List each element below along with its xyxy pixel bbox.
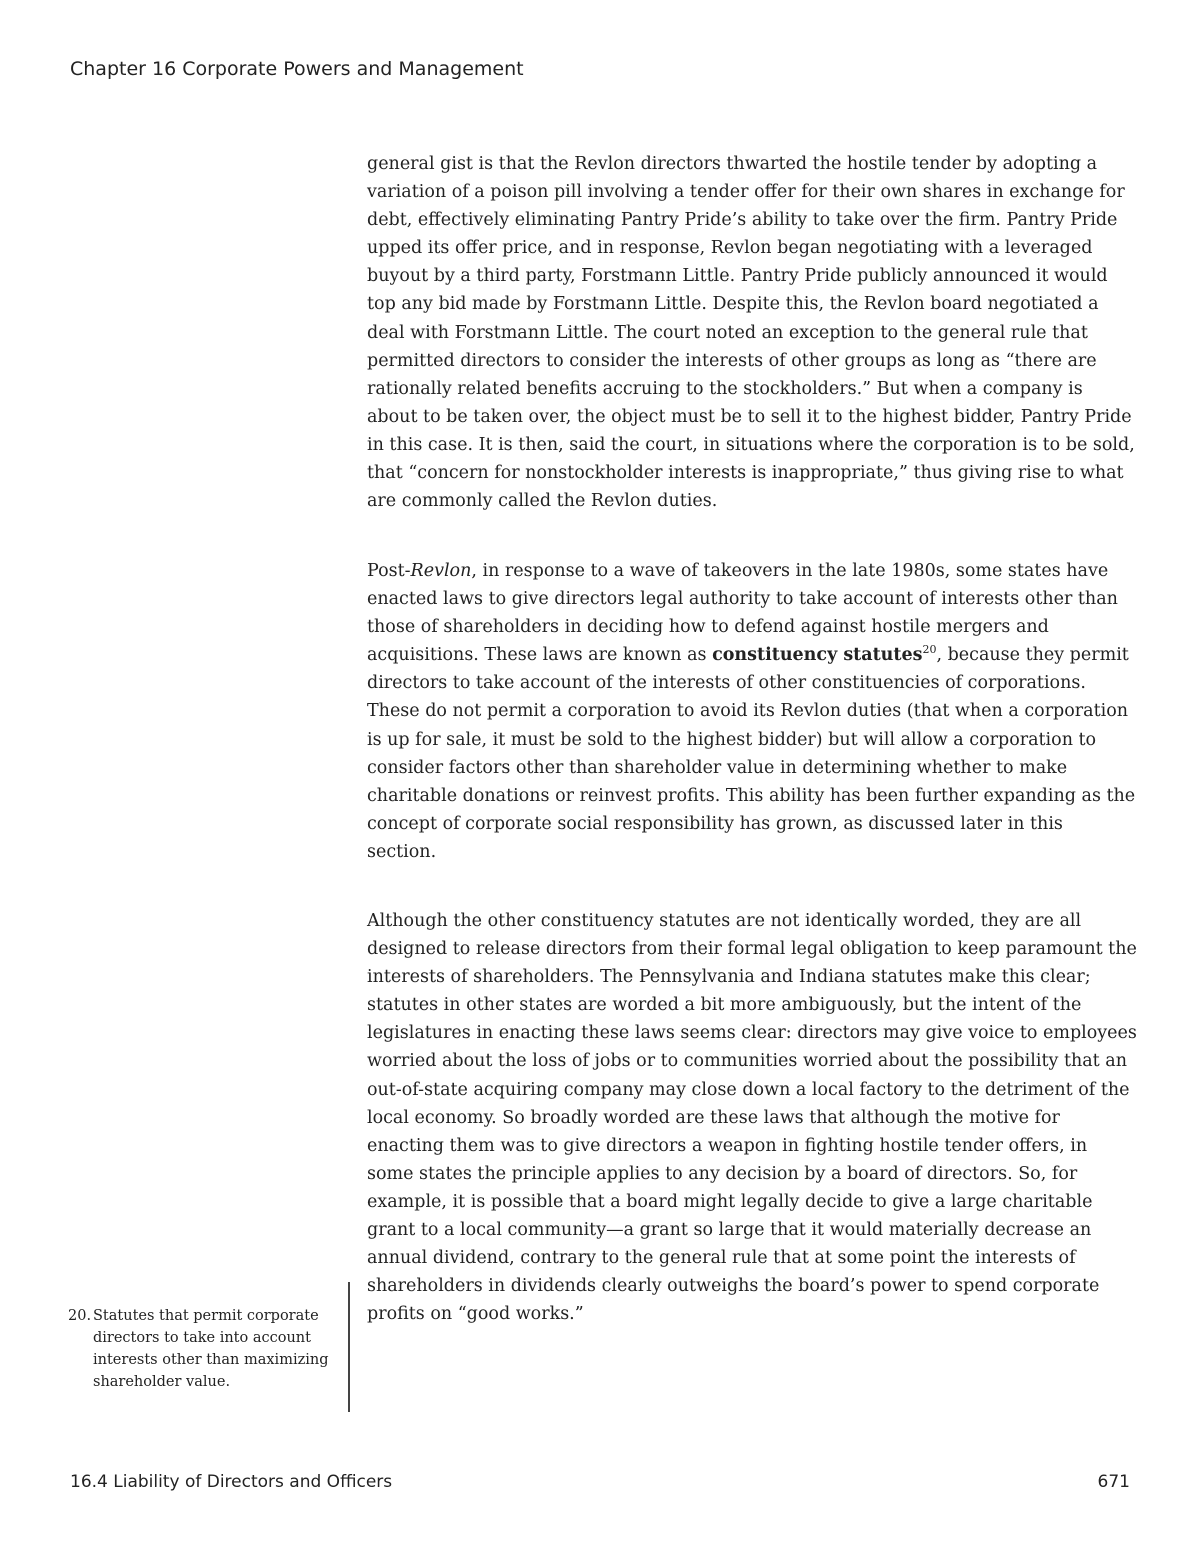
page-number: 671	[1097, 1472, 1130, 1492]
revlon-italic: Revlon	[410, 561, 472, 581]
post-revlon-prefix: Post-	[367, 561, 411, 581]
paragraph-post-revlon	[367, 557, 1137, 866]
paragraph-constituency-statutes: Although the other constituency statutes are not identically worded, they are all designed to release directors from their formal legal obligation to keep paramount the interests of shareholders. The Pennsylvania and Indiana statutes make this clear; statutes in other states are worded a bit more ambiguously, but the intent of the legislatures in enacting these laws seems clear: directors may give voice to employees worried about the loss of jobs or to communities worried about the possibility that an out-of-state acquiring company may close down a local factory to the detriment of the local economy. So broadly worded are these laws that although the motive for enacting them was to give directors a weapon in fighting hostile tender offers, in some states the principle applies to any decision by a board of directors. So, for example, it is possible that a board might legally decide to give a large charitable grant to a local community—a grant so large that it would materially decrease an annual dividend, contrary to the general rule that at some point the interests of shareholders in dividends clearly outweighs the board’s power to spend corporate profits on “good works.”	[367, 911, 1137, 1325]
post-revlon-text: , in response to a wave of takeovers in the late 1980s, some states have enacted laws to give directors legal authority to take account of interests other than those of shareholders in deciding how to defend against hostile mergers and acquisitions. These laws are known as	[367, 561, 1118, 666]
sidenote	[68, 1305, 338, 1393]
post-revlon-continuation: , because they permit directors to take account of the interests of other constituencies of corporations. These do not permit a corporation to avoid its Revlon duties (that when a corporation is up for sale, it must be sold to the highest bidder) but will allow a corporation to consider factors other than shareholder value in determining whether to make charitable donations or reinvest profits. This ability has been further expanding as the concept of corporate social responsibility has grown, as discussed later in this section.	[367, 645, 1136, 862]
footer-section-title: 16.4 Liability of Directors and Officers	[70, 1472, 393, 1492]
footnote-ref-20[interactable]: 20	[922, 643, 937, 657]
key-term-constituency-statutes[interactable]: constituency statutes	[712, 645, 923, 666]
sidenote-rule	[348, 1282, 350, 1412]
sidenote-number: 20.	[68, 1308, 92, 1324]
sidenote-text: Statutes that permit corporate directors to take into account interests other than maximizing shareholder value.	[93, 1308, 329, 1390]
chapter-header: Chapter 16 Corporate Powers and Management	[70, 58, 524, 80]
paragraph-revlon-summary: general gist is that the Revlon directors thwarted the hostile tender by adopting a variation of a poison pill involving a tender offer for their own shares in exchange for debt, effectively eliminating Pantry Pride’s ability to take over the firm. Pantry Pride upped its offer price, and in response, Revlon began negotiating with a leveraged buyout by a third party, Forstmann Little. Pantry Pride publicly announced it would top any bid made by Forstmann Little. Despite this, the Revlon board negotiated a deal with Forstmann Little. The court noted an exception to the general rule that permitted directors to consider the interests of other groups as long as “there are rationally related benefits accruing to the stockholders.” But when a company is about to be taken over, the object must be to sell it to the highest bidder, Pantry Pride in this case. It is then, said the court, in situations where the corporation is to be sold, that “concern for nonstockholder interests is inappropriate,” thus giving rise to what are commonly called the Revlon duties.	[367, 154, 1135, 512]
